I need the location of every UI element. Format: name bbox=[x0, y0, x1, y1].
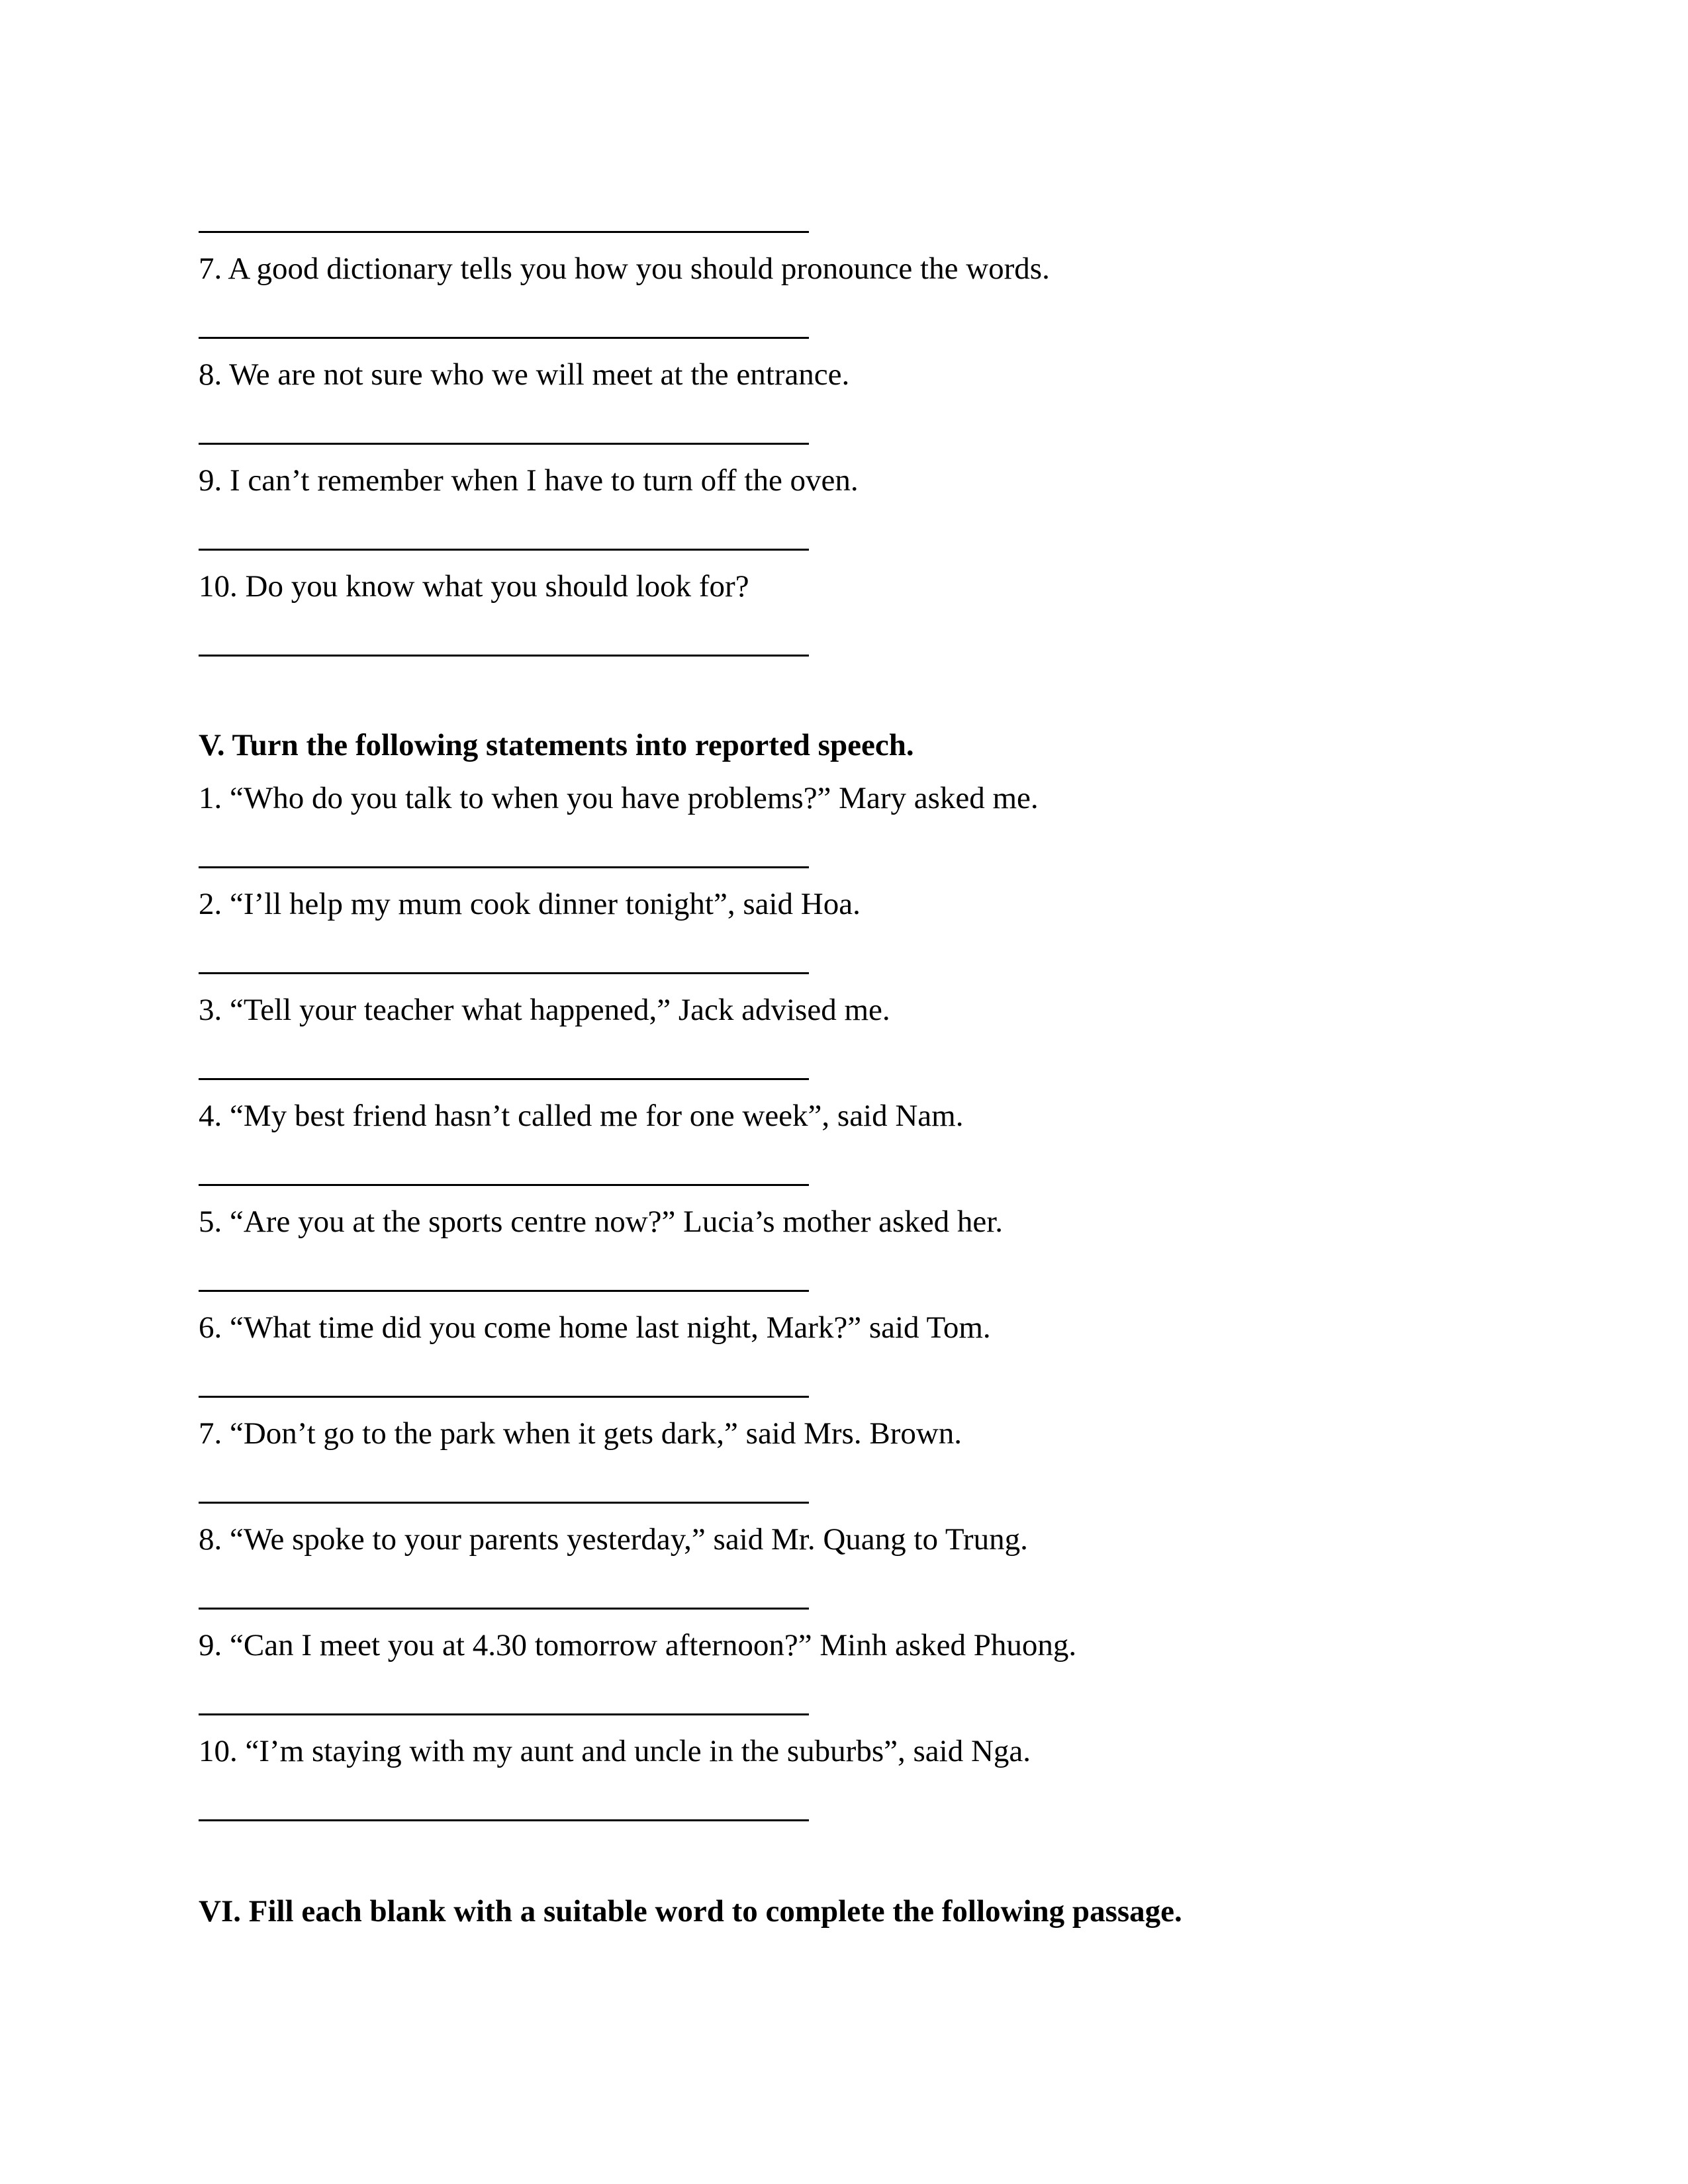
worksheet-page bbox=[199, 0, 1523, 2184]
exercise-item: 10. “I’m staying with my aunt and uncle in the suburbs”, said Nga. bbox=[199, 1734, 1031, 1768]
answer-line[interactable] bbox=[199, 231, 809, 233]
answer-line[interactable] bbox=[199, 1819, 809, 1821]
exercise-item: 7. “Don’t go to the park when it gets dark,” said Mrs. Brown. bbox=[199, 1416, 962, 1451]
answer-line[interactable] bbox=[199, 1396, 809, 1398]
answer-line[interactable] bbox=[199, 443, 809, 445]
answer-line[interactable] bbox=[199, 549, 809, 551]
answer-line[interactable] bbox=[199, 972, 809, 974]
exercise-item: 2. “I’ll help my mum cook dinner tonight”, said Hoa. bbox=[199, 887, 861, 921]
answer-line[interactable] bbox=[199, 866, 809, 868]
exercise-item: 9. “Can I meet you at 4.30 tomorrow afternoon?” Minh asked Phuong. bbox=[199, 1628, 1077, 1662]
answer-line[interactable] bbox=[199, 1078, 809, 1080]
exercise-item: 8. “We spoke to your parents yesterday,” said Mr. Quang to Trung. bbox=[199, 1522, 1028, 1557]
exercise-item: 9. I can’t remember when I have to turn off the oven. bbox=[199, 463, 859, 498]
answer-line[interactable] bbox=[199, 1290, 809, 1292]
answer-line[interactable] bbox=[199, 1608, 809, 1610]
exercise-item: 6. “What time did you come home last night, Mark?” said Tom. bbox=[199, 1310, 991, 1345]
exercise-item: 3. “Tell your teacher what happened,” Jack advised me. bbox=[199, 993, 890, 1027]
exercise-item: 1. “Who do you talk to when you have problems?” Mary asked me. bbox=[199, 781, 1039, 815]
exercise-item: 5. “Are you at the sports centre now?” Lucia’s mother asked her. bbox=[199, 1205, 1004, 1239]
answer-line[interactable] bbox=[199, 1502, 809, 1504]
exercise-item: 4. “My best friend hasn’t called me for one week”, said Nam. bbox=[199, 1099, 964, 1133]
answer-line[interactable] bbox=[199, 337, 809, 339]
section-vi-heading: VI. Fill each blank with a suitable word to complete the following passage. bbox=[199, 1894, 1182, 1929]
answer-line[interactable] bbox=[199, 1713, 809, 1715]
answer-line[interactable] bbox=[199, 655, 809, 657]
answer-line[interactable] bbox=[199, 1184, 809, 1186]
exercise-item: 7. A good dictionary tells you how you should pronounce the words. bbox=[199, 251, 1050, 286]
exercise-item: 8. We are not sure who we will meet at the entrance. bbox=[199, 357, 850, 392]
section-v-heading: V. Turn the following statements into reported speech. bbox=[199, 728, 914, 762]
exercise-item: 10. Do you know what you should look for? bbox=[199, 569, 749, 604]
